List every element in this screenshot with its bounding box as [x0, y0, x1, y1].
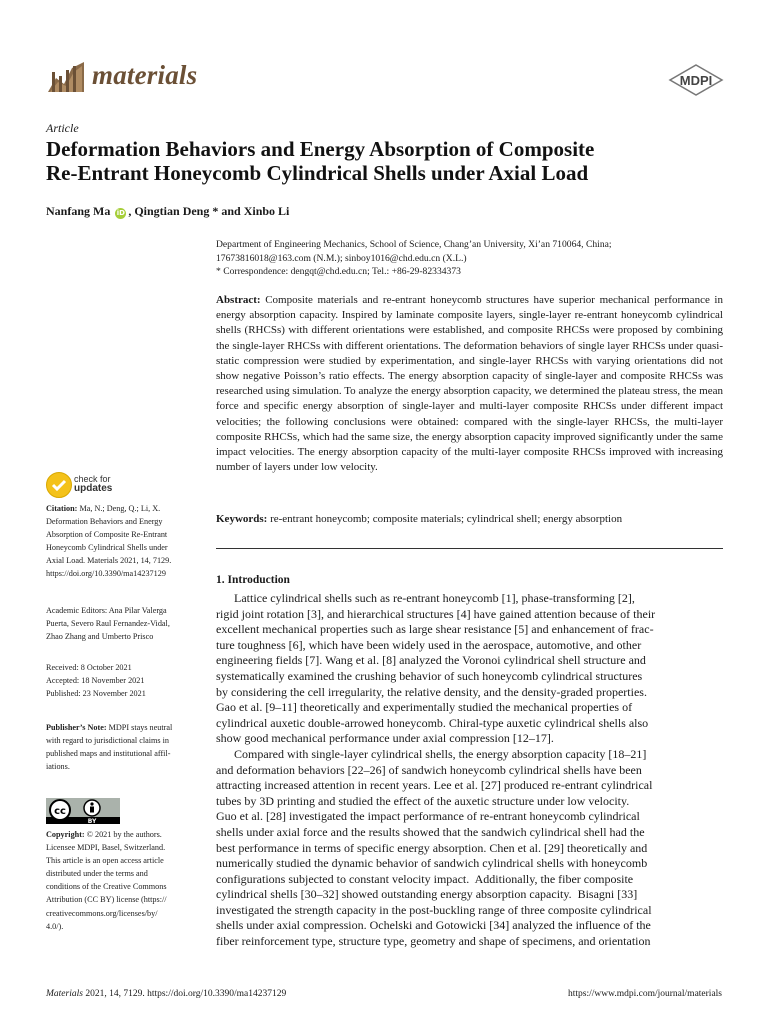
publisher-note-line: MDPI stays neutral — [108, 723, 173, 732]
citation-label: Citation: — [46, 504, 78, 513]
copyright-line: This article is an open access article — [46, 856, 164, 866]
abstract — [216, 293, 723, 475]
body-text-line: Compared with single-layer cylindrical shells, the energy absorption capacity [18–21] — [216, 746, 647, 761]
introduction-body — [216, 591, 723, 950]
copyright-line: © 2021 by the authors. — [86, 830, 162, 839]
body-text-line: cylindrical auxetic double-arrowed honeycomb. Chiral-type auxetic cylindrical shells also — [216, 715, 649, 730]
body-text-line: tubes by 3D printing and studied the effect of the auxetic structure under low velocity. — [216, 793, 630, 808]
by-text: BY — [87, 818, 97, 824]
body-text-line: by considering the cell irregularity, the relative density, and the density-graded properties. — [216, 684, 647, 699]
editors-line: Zhao Zhang and Umberto Prisco — [46, 632, 154, 642]
article-title — [46, 137, 726, 185]
body-text-line: ture toughness [6], which have been widely used in the aerospace, automotive, and other — [216, 637, 642, 652]
copyright-line: Attribution (CC BY) license (https:// — [46, 895, 167, 905]
editors-line: Academic Editors: Ana Pilar Valerga — [46, 606, 167, 615]
author-names: , Qingtian Deng * and Xinbo Li — [128, 204, 290, 218]
citation-line: Honeycomb Cylindrical Shells under — [46, 543, 168, 553]
copyright-label: Copyright: — [46, 830, 85, 839]
abstract-text: Composite materials and re-entrant honeycomb structures have superior mechanical performance in energy absorption capacity. Inspired by laminate composite layers, single-layer re-entrant honeycomb cylindrical shells (RHCSs) with different orientations were established, and composite RHCSs were proposed by combining the single-layer RHCSs with different orientations. The deformation behaviors of single layer RHCSs under quasi-static compression were studied by experimentation, and single-layer RHCSs with varying orientations did not show negative Poisson’s ratio effects. The energy absorption capacity of single-layer and composite RHCSs was researched using simulation. To analyze the energy absorption capacity, we determined the plateau stress, the mean force and specific energy absorption of single-layer and multi-layer composite RHCSs under different impact velocities; the following conclusions were obtained: compared with the single-layer RHCSs, the multi-layer composite RHCSs, which had the same size, the energy absorption capacity improved significantly under the same impact velocities. The energy absorption capacity of the multi-layer composite RHCSs improved with increasing number of layers under low velocity. — [216, 294, 723, 474]
publisher-note-line: published maps and institutional affil- — [46, 749, 171, 759]
citation-line: Ma, N.; Deng, Q.; Li, X. — [79, 504, 161, 513]
footer-citation-text[interactable]: 2021, 14, 7129. https://doi.org/10.3390/ma14237129 — [85, 989, 287, 999]
body-text-line: attracting increased attention in recent years. Lee et al. [27] produced re-entrant cylindrical — [216, 778, 653, 793]
affiliation-line: Department of Engineering Mechanics, School of Science, Chang’an University, Xi’an 710064, China; — [216, 239, 612, 250]
body-text-line: fiber reinforcement type, structure type, geometry and shape of specimens, and orientation — [216, 934, 651, 949]
copyright-block — [46, 828, 202, 933]
body-text-line: cylindrical shells [30–32] showed outstanding energy absorption capacity. Bisagni [33] — [216, 887, 638, 902]
check-for-updates-button[interactable] — [46, 472, 156, 498]
body-text-line: shells under axial force and the results showed that the sandwich cylindrical shell had the — [216, 824, 645, 839]
check-updates-line1: check for — [74, 474, 111, 484]
abstract-label: Abstract: — [216, 294, 261, 306]
footer-journal-url[interactable]: https://www.mdpi.com/journal/materials — [568, 989, 722, 999]
copyright-line: distributed under the terms and — [46, 869, 148, 879]
body-text-line: configurations subjected to constant velocity impact. Additionally, the fiber composite — [216, 871, 634, 886]
keywords-text: re-entrant honeycomb; composite materials; cylindrical shell; energy absorption — [270, 513, 623, 525]
received-date: Received: 8 October 2021 — [46, 663, 132, 672]
body-text-line: Gao et al. [9–11] theoretically and experimentally studied the mechanical properties of — [216, 700, 633, 715]
journal-logo-icon — [46, 58, 86, 96]
citation-doi-link[interactable]: https://doi.org/10.3390/ma14237129 — [46, 569, 166, 579]
publisher-note — [46, 721, 202, 773]
citation-line: Axial Load. Materials 2021, 14, 7129. — [46, 556, 172, 566]
footer-journal: Materials — [46, 989, 83, 999]
citation-line: Deformation Behaviors and Energy — [46, 517, 163, 527]
body-text-line: shells under axial compression. Ochelski and Gotowicki [34] analyzed the influence of the — [216, 918, 651, 933]
cc-text: cc — [54, 806, 66, 817]
section-heading-introduction: 1. Introduction — [216, 574, 290, 586]
author-list — [46, 204, 289, 219]
published-date: Published: 23 November 2021 — [46, 689, 146, 699]
title-line: Re-Entrant Honeycomb Cylindrical Shells under Axial Load — [46, 161, 589, 185]
publication-dates — [46, 661, 202, 700]
keywords — [216, 513, 723, 525]
body-text-line: excellent mechanical properties such as large shear resistance [5] and enhancement of frac- — [216, 622, 654, 637]
section-divider — [216, 548, 723, 549]
keywords-label: Keywords: — [216, 513, 268, 525]
check-updates-line2: updates — [74, 483, 113, 494]
body-text-line: show good mechanical performance under axial compression [12–17]. — [216, 731, 554, 746]
license-link[interactable]: creativecommons.org/licenses/by/ — [46, 908, 158, 918]
body-text-line: and deformation behaviors [22–26] of sandwich honeycomb cylindrical shells have been — [216, 762, 642, 777]
citation-line: Absorption of Composite Re-Entrant — [46, 530, 168, 540]
publisher-name: MDPI — [679, 73, 713, 88]
body-text-line: numerically studied the dynamic behavior of sandwich cylindrical shells with honeycomb — [216, 856, 648, 871]
affiliation-line: 17673816018@163.com (N.M.); sinboy1016@chd.edu.cn (X.L.) — [216, 252, 467, 264]
body-text-line: investigated the strength capacity in the post-buckling range of three composite cylindrical — [216, 902, 652, 917]
accepted-date: Accepted: 18 November 2021 — [46, 676, 145, 686]
check-updates-icon — [46, 472, 72, 498]
orcid-icon[interactable]: iD — [116, 209, 125, 217]
cc-by-license-icon[interactable] — [46, 798, 120, 824]
body-text-line: rigid joint rotation [3], and hierarchical structures [4] have gained attention because of their — [216, 606, 656, 621]
body-text-line: systematically examined the crushing behavior of such honeycomb cylindrical structures — [216, 668, 643, 683]
publisher-note-line: with regard to jurisdictional claims in — [46, 736, 170, 746]
copyright-line: Licensee MDPI, Basel, Switzerland. — [46, 843, 166, 853]
journal-name: materials — [92, 60, 198, 90]
publisher-note-label: Publisher’s Note: — [46, 723, 107, 732]
body-text-line: engineering fields [7]. Wang et al. [8] analyzed the Voronoi cylindrical shell structure and — [216, 653, 646, 668]
article-type: Article — [46, 121, 79, 135]
footer-citation — [46, 989, 286, 999]
publisher-note-line: iations. — [46, 762, 70, 772]
body-text-line: Guo et al. [28] investigated the impact performance of re-entrant honeycomb cylindrical — [216, 809, 640, 824]
body-text-line: best performance in terms of specific energy absorption. Chen et al. [29] theoretically and — [216, 840, 648, 855]
citation-block — [46, 502, 202, 581]
correspondence-line: * Correspondence: dengqt@chd.edu.cn; Tel.: +86-29-82334373 — [216, 266, 461, 277]
publisher-logo — [668, 64, 724, 98]
author-name[interactable]: Nanfang Ma — [46, 204, 111, 218]
affiliation — [216, 238, 726, 279]
copyright-line: 4.0/). — [46, 921, 64, 931]
academic-editors — [46, 604, 202, 643]
title-line: Deformation Behaviors and Energy Absorption of Composite — [46, 137, 595, 161]
body-text-line: Lattice cylindrical shells such as re-entrant honeycomb [1], phase-transforming [2], — [216, 591, 635, 605]
copyright-line: conditions of the Creative Commons — [46, 882, 167, 892]
editors-line: Puerta, Severo Raul Fernandez-Vidal, — [46, 619, 170, 629]
